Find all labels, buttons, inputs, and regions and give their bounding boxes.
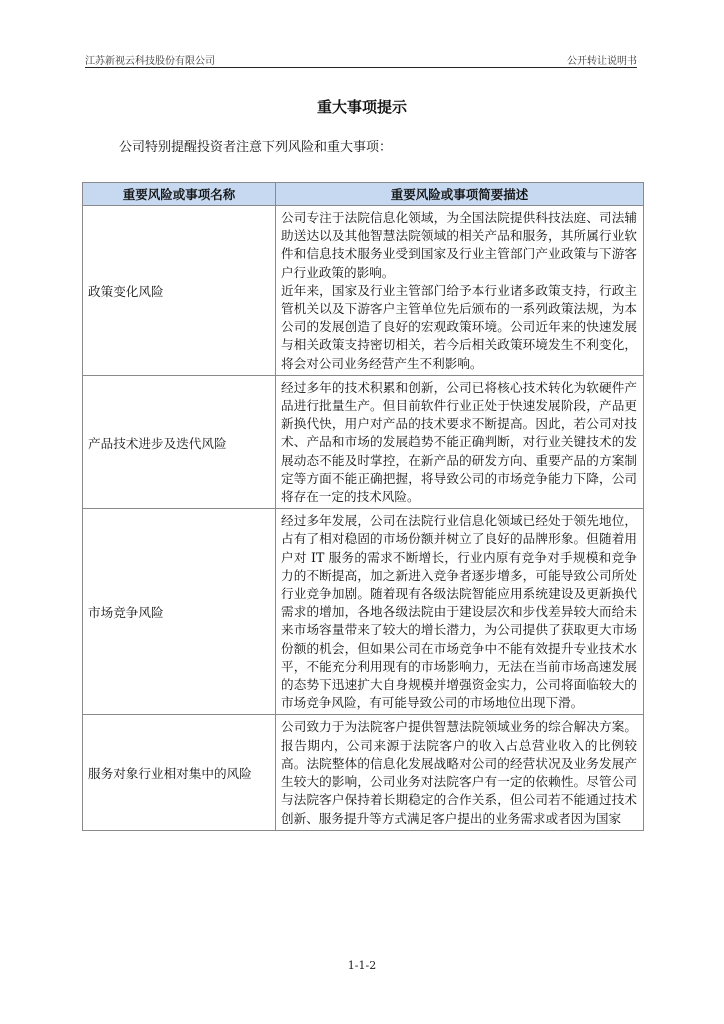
- description-paragraph: 经过多年的技术积累和创新，公司已将核心技术转化为软硬件产品进行批量生产。但目前软件行业正处于快速发展阶段，产品更新换代快，用户对产品的技术要求不断提高。因此，若公司对技术、产品和市场的发展趋势不能正确判断，对行业关键技术的发展动态不能及时掌控，在新产品的研发方向、重要产品的方案制定等方面不能正确把握，将导致公司的市场竞争能力下降，公司将存在一定的技术风险。: [281, 379, 637, 505]
- risk-description-cell: [276, 375, 644, 508]
- page-title: 重大事项提示: [316, 98, 407, 116]
- risk-name-cell: 政策变化风险: [83, 206, 276, 376]
- description-paragraph: 公司致力于为法院客户提供智慧法院领域业务的综合解决方案。报告期内，公司来源于法院客户的收入占总营业收入的比例较高。法院整体的信息化发展战略对公司的经营状况及业务发展产生较大的影响，公司业务对法院客户有一定的依赖性。尽管公司与法院客户保持着长期稳定的合作关系，但公司若不能通过技术创新、服务提升等方式满足客户提出的业务需求或者因为国家: [281, 719, 637, 826]
- risk-description-cell: [276, 509, 644, 715]
- table-row: [83, 375, 644, 508]
- page-header: [85, 50, 637, 68]
- intro-text: 公司特别提醒投资者注意下列风险和重大事项：: [119, 140, 393, 155]
- risk-description-cell: [276, 715, 644, 830]
- table-row: [83, 509, 644, 715]
- risk-description-cell: [276, 206, 644, 376]
- risk-name-cell: 服务对象行业相对集中的风险: [83, 715, 276, 830]
- description-paragraph: 公司专注于法院信息化领域，为全国法院提供科技法庭、司法辅助送达以及其他智慧法院领域的相关产品和服务，其所属行业软件和信息技术服务业受到国家及行业主管部门产业政策与下游客户行业政策的影响。: [281, 210, 637, 280]
- table-header-row: [83, 183, 644, 206]
- description-paragraph: 经过多年发展，公司在法院行业信息化领域已经处于领先地位，占有了相对稳固的市场份额并树立了良好的品牌形象。但随着用户对 IT 服务的需求不断增长，行业内原有竞争对手规模和竞争力的不断提高，加之新进入竞争者逐步增多，可能导致公司所处行业竞争加剧。随着现有各级法院智能应用系统建设及更新换代需求的增加，各地各级法院由于建设层次和步伐差异较大而给未来市场容量带来了较大的增长潜力，为公司提供了获取更大市场份额的机会，但如果公司在市场竞争中不能有效提升专业技术水平，不能充分利用现有的市场影响力，无法在当前市场高速发展的态势下迅速扩大自身规模并增强资金实力，公司将面临较大的市场竞争风险，有可能导致公司的市场地位出现下滑。: [281, 513, 637, 711]
- table-row: [83, 206, 644, 376]
- column-header-risk-description: 重要风险或事项简要描述: [276, 183, 644, 206]
- risk-name-cell: 市场竞争风险: [83, 509, 276, 715]
- page-number: 1-1-2: [347, 959, 377, 972]
- risk-name-cell: 产品技术进步及迭代风险: [83, 375, 276, 508]
- column-header-risk-name: 重要风险或事项名称: [83, 183, 276, 206]
- description-paragraph: 近年来，国家及行业主管部门给予本行业诸多政策支持，行政主管机关以及下游客户主管单位先后颁布的一系列政策法规，为本公司的发展创造了良好的宏观政策环境。公司近年来的快速发展与相关政策支持密切相关，若今后相关政策环境发生不利变化，将会对公司业务经营产生不利影响。: [281, 282, 637, 371]
- header-company-name: 江苏新视云科技股份有限公司: [85, 56, 215, 67]
- header-document-type: 公开转让说明书: [567, 56, 637, 67]
- table-row: [83, 715, 644, 830]
- risk-table: [82, 182, 644, 831]
